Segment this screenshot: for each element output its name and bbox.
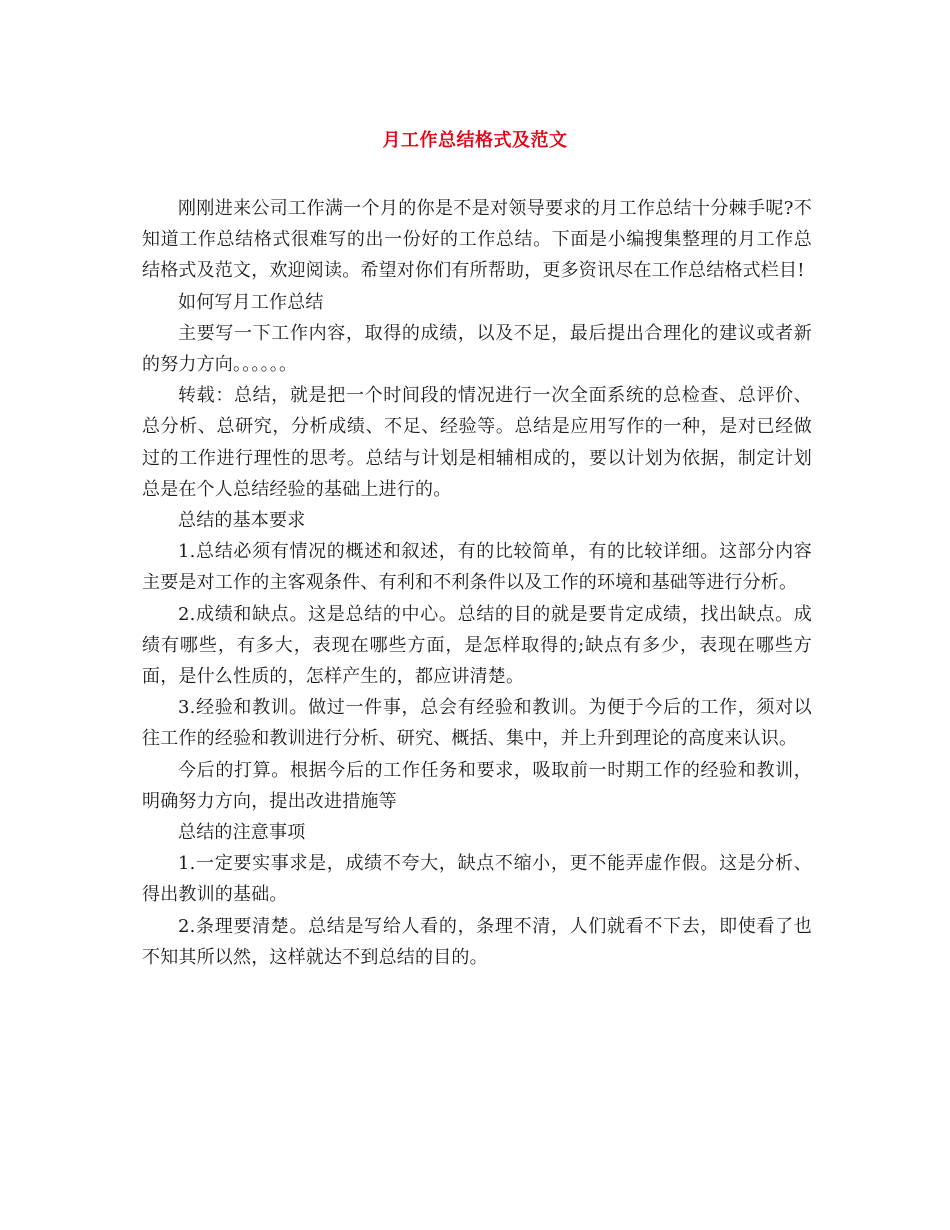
document-title: 月工作总结格式及范文 (382, 130, 568, 151)
note-item-2: 2.条理要清楚。总结是写给人看的，条理不清，人们就看不下去，即使看了也不知其所以然，这样就达不到总结的目的。 (142, 915, 812, 968)
heading-notes: 总结的注意事项 (178, 822, 306, 844)
how-to-write-paragraph: 主要写一下工作内容，取得的成绩，以及不足，最后提出合理化的建议或者新的努力方向。。。。。。 (142, 322, 812, 376)
document-body (142, 193, 812, 973)
future-plans-paragraph: 今后的打算。根据今后的工作任务和要求，吸取前一时期工作的经验和教训，明确努力方向，提出改进措施等 (142, 759, 812, 812)
heading-basic-requirements: 总结的基本要求 (178, 510, 306, 532)
requirement-item-3: 3.经验和教训。做过一件事，总会有经验和教训。为便于今后的工作，须对以往工作的经验和教训进行分析、研究、概括、集中，并上升到理论的高度来认识。 (142, 697, 812, 750)
requirement-item-2: 2.成绩和缺点。这是总结的中心。总结的目的就是要肯定成绩，找出缺点。成绩有哪些，有多大，表现在哪些方面，是怎样取得的;缺点有多少，表现在哪些方面，是什么性质的，怎样产生的，都应讲清楚。 (142, 603, 812, 688)
intro-paragraph: 刚刚进来公司工作满一个月的你是不是对领导要求的月工作总结十分棘手呢?不知道工作总结格式很难写的出一份好的工作总结。下面是小编搜集整理的月工作总结格式及范文，欢迎阅读。希望对你们有所帮助，更多资讯尽在工作总结格式栏目! (142, 198, 812, 282)
note-item-1: 1.一定要实事求是，成绩不夸大，缺点不缩小，更不能弄虚作假。这是分析、得出教训的基础。 (142, 853, 812, 906)
definition-paragraph: 转载：总结，就是把一个时间段的情况进行一次全面系统的总检查、总评价、总分析、总研究，分析成绩、不足、经验等。总结是应用写作的一种，是对已经做过的工作进行理性的思考。总结与计划是相辅相成的，要以计划为依据，制定计划总是在个人总结经验的基础上进行的。 (142, 385, 812, 500)
heading-how-to-write: 如何写月工作总结 (178, 291, 324, 313)
requirement-item-1: 1.总结必须有情况的概述和叙述，有的比较简单，有的比较详细。这部分内容主要是对工作的主客观条件、有利和不利条件以及工作的环境和基础等进行分析。 (142, 541, 812, 594)
